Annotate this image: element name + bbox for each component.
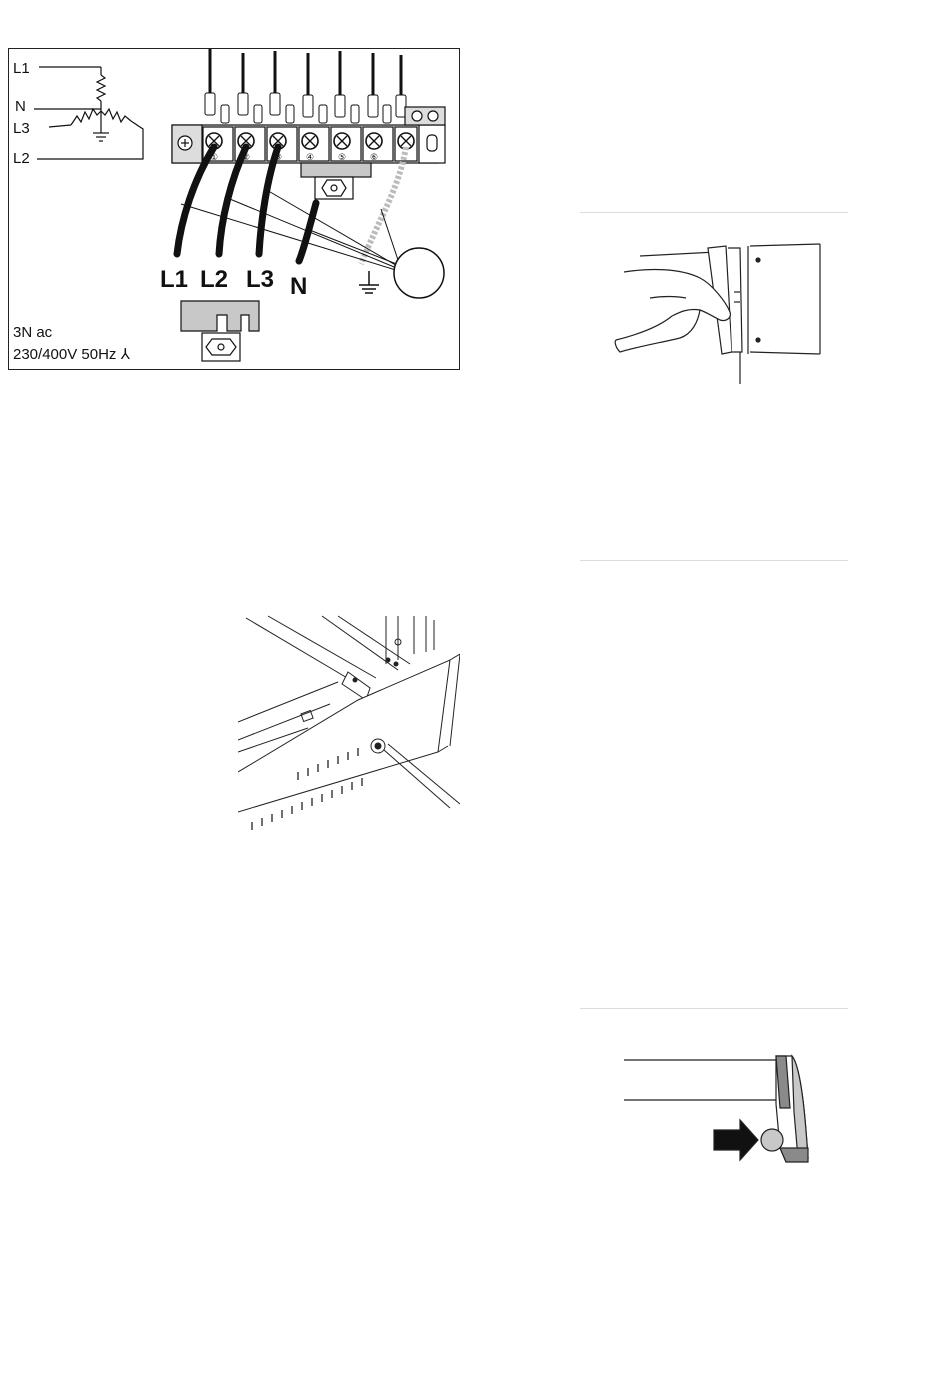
cable-label-n: N xyxy=(290,273,308,300)
section-divider-2 xyxy=(580,560,848,561)
incoming-wires xyxy=(210,49,401,95)
terminal-number-1: ① xyxy=(210,153,219,163)
schematic-label-n: N xyxy=(15,98,26,115)
supply-type-label: 3N ac xyxy=(13,324,53,341)
callout-lines xyxy=(181,189,399,271)
hand-clip-illustration xyxy=(580,212,850,562)
crimp-connectors xyxy=(205,93,406,123)
terminal-number-3: ③ xyxy=(274,153,283,163)
terminal-number-4: ④ xyxy=(306,153,315,163)
cable-label-l3: L3 xyxy=(246,266,275,293)
wiring-diagram-drawing xyxy=(9,49,459,369)
terminal-bridge xyxy=(301,163,371,199)
release-button xyxy=(761,1129,783,1151)
schematic-label-l2: L2 xyxy=(13,150,30,167)
push-arrow-icon xyxy=(714,1120,758,1160)
schematic-label-l1: L1 xyxy=(13,60,30,77)
terminal-number-5: ⑤ xyxy=(338,153,347,163)
detail-circle xyxy=(394,248,444,298)
terminal-number-6: ⑥ xyxy=(370,153,379,163)
wiring-diagram xyxy=(8,48,460,370)
cable-label-l2: L2 xyxy=(200,266,229,293)
clip-release-illustration xyxy=(580,1008,850,1188)
cable-label-l1: L1 xyxy=(160,266,189,293)
cables xyxy=(177,147,316,261)
schematic-label-l3: L3 xyxy=(13,120,30,137)
earth-ground-symbol xyxy=(359,271,379,293)
supply-voltage-label: 230/400V 50Hz ⅄ xyxy=(13,346,130,363)
terminal-number-2: ② xyxy=(242,153,251,163)
bridge-accessory xyxy=(181,301,259,361)
panel-screw-illustration xyxy=(238,612,460,856)
star-schematic xyxy=(34,67,143,159)
